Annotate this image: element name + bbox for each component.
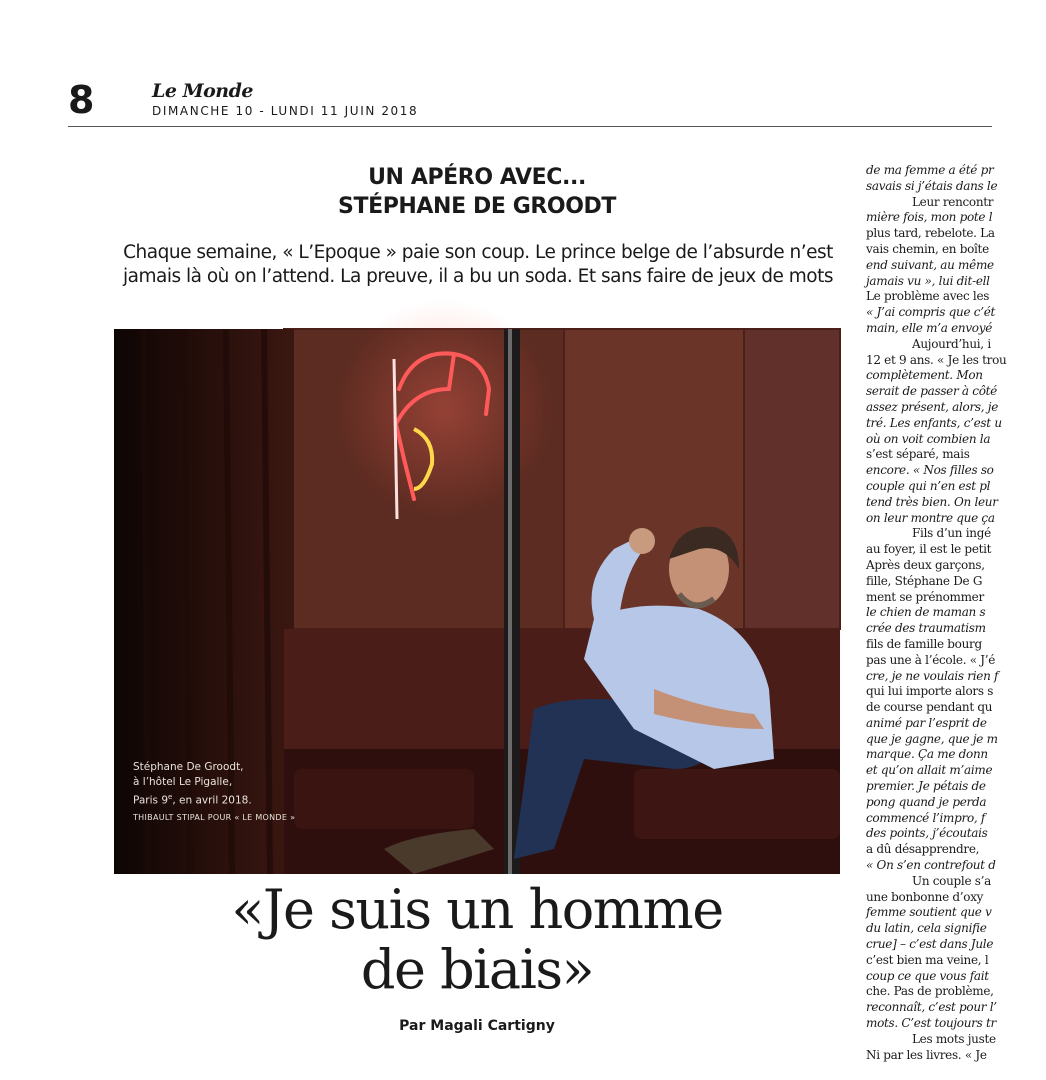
kicker-line: STÉPHANE DE GROODT (338, 194, 616, 219)
body-text-line: qui lui importe alors s (866, 684, 994, 699)
body-text-line: du latin, cela signifie (866, 921, 987, 936)
issue-date: DIMANCHE 10 - LUNDI 11 JUIN 2018 (152, 104, 419, 118)
body-text-line: et qu’on allait m’aime (866, 763, 993, 778)
kicker-line: UN APÉRO AVEC... (368, 165, 586, 190)
header-rule (68, 126, 992, 127)
page-number: 8 (68, 78, 95, 122)
body-text-line: de ma femme a été pr (866, 163, 994, 177)
body-text-line: coup ce que vous fait (866, 968, 989, 983)
body-text-line: Après deux garçons, (866, 557, 985, 572)
caption-line: à l’hôtel Le Pigalle, (133, 776, 233, 788)
body-text-line: 12 et 9 ans. « Je les trou (866, 352, 1007, 367)
body-text-line: s’est séparé, mais (866, 447, 970, 462)
article-standfirst (108, 241, 848, 289)
body-text-line: animé par l’esprit de (866, 715, 987, 730)
photo-credit: THIBAULT STIPAL POUR « LE MONDE » (133, 812, 296, 822)
body-text-line: « On s’en contrefout d (866, 858, 996, 873)
masthead (152, 80, 418, 119)
body-text-line: assez présent, alors, je (866, 399, 999, 414)
body-text-line: c’est bien ma veine, l (866, 952, 989, 967)
body-text-line: fils de famille bourg (866, 636, 982, 651)
body-text-line: fille, Stéphane De G (866, 573, 983, 588)
body-text-line: savais si j’étais dans le (866, 178, 998, 193)
body-text-line: Les mots juste (912, 1031, 996, 1046)
body-text-line: premier. Je pétais de (866, 779, 986, 794)
body-text-line: crée des traumatism (866, 621, 986, 636)
body-text-line: Un couple s’a (912, 873, 991, 888)
body-text-line: le chien de maman s (866, 605, 986, 620)
body-text-line: cre, je ne voulais rien f (866, 668, 999, 683)
body-text-line: tend très bien. On leur (866, 494, 998, 509)
body-text-line: des points, j’écoutais (866, 826, 988, 841)
body-text-line: encore. « Nos filles so (866, 463, 994, 478)
body-text-line: Leur rencontr (912, 194, 994, 209)
body-text-line: end suivant, au même (866, 257, 994, 272)
body-text-line: où on voit combien la (866, 431, 991, 446)
body-text-line: commencé l’impro, f (866, 810, 986, 825)
body-text-line: serait de passer à côté (866, 384, 997, 399)
body-text-line: pong quand je perda (866, 794, 987, 809)
newspaper-logo: Le Monde (152, 80, 253, 102)
body-text-line: on leur montre que ça (866, 510, 995, 525)
body-text-line: reconnaît, c’est pour l’ (866, 1000, 997, 1015)
body-text-line: au foyer, il est le petit (866, 542, 992, 557)
photo-caption (133, 760, 295, 825)
body-text-line: « J’ai compris que c’ét (866, 305, 996, 320)
caption-text: Paris 9 (133, 794, 169, 807)
body-text-line: de course pendant qu (866, 700, 993, 715)
body-text-line: vais chemin, en boîte (866, 241, 989, 256)
body-text-line: couple qui n’en est pl (866, 478, 991, 493)
standfirst-line: Chaque semaine, « L’Epoque » paie son coup. Le prince belge de l’absurde n’est (123, 242, 833, 263)
body-text-line: femme soutient que v (866, 905, 992, 920)
article-kicker (114, 163, 840, 221)
caption-superscript: e (168, 793, 173, 801)
headline-line: de biais» (360, 938, 594, 1001)
caption-line (133, 790, 295, 809)
body-text-line: jamais vu », lui dit-ell (866, 273, 990, 288)
article-byline: Par Magali Cartigny (399, 1018, 555, 1034)
article-photo (114, 329, 840, 874)
caption-line: Stéphane De Groodt, (133, 761, 244, 773)
body-text-line: mière fois, mon pote l (866, 210, 993, 225)
body-text-line: pas une à l’école. « J’é (866, 652, 996, 667)
body-text-line: tré. Les enfants, c’est u (866, 415, 1002, 430)
body-text-line: Fils d’un ingé (912, 526, 991, 541)
body-text-line: a dû désapprendre, (866, 842, 980, 857)
body-text-line: che. Pas de problème, (866, 984, 994, 999)
article-headline (114, 880, 840, 1000)
body-text-line: main, elle m’a envoyé (866, 320, 992, 335)
caption-text: , en avril 2018. (172, 794, 252, 807)
body-text-line: Le problème avec les (866, 289, 990, 304)
body-text-line: ment se prénommer (866, 589, 984, 604)
headline-line: «Je suis un homme (231, 878, 723, 941)
body-text-line: une bonbonne d’oxy (866, 889, 984, 904)
body-text-line: Aujourd’hui, i (912, 336, 991, 351)
body-text-line: Ni par les livres. « Je (866, 1047, 987, 1062)
body-text-line: crue] – c’est dans Jule (866, 937, 994, 952)
body-text-line: que je gagne, que je m (866, 731, 998, 746)
body-text-line: marque. Ça me donn (866, 747, 988, 762)
body-text-line: plus tard, rebelote. La (866, 226, 995, 241)
article-body-column (866, 163, 1046, 1063)
standfirst-line: jamais là où on l’attend. La preuve, il a bu un soda. Et sans faire de jeux de mots (122, 266, 833, 287)
body-text-line: complètement. Mon (866, 368, 983, 383)
body-text-line: mots. C’est toujours tr (866, 1016, 996, 1031)
